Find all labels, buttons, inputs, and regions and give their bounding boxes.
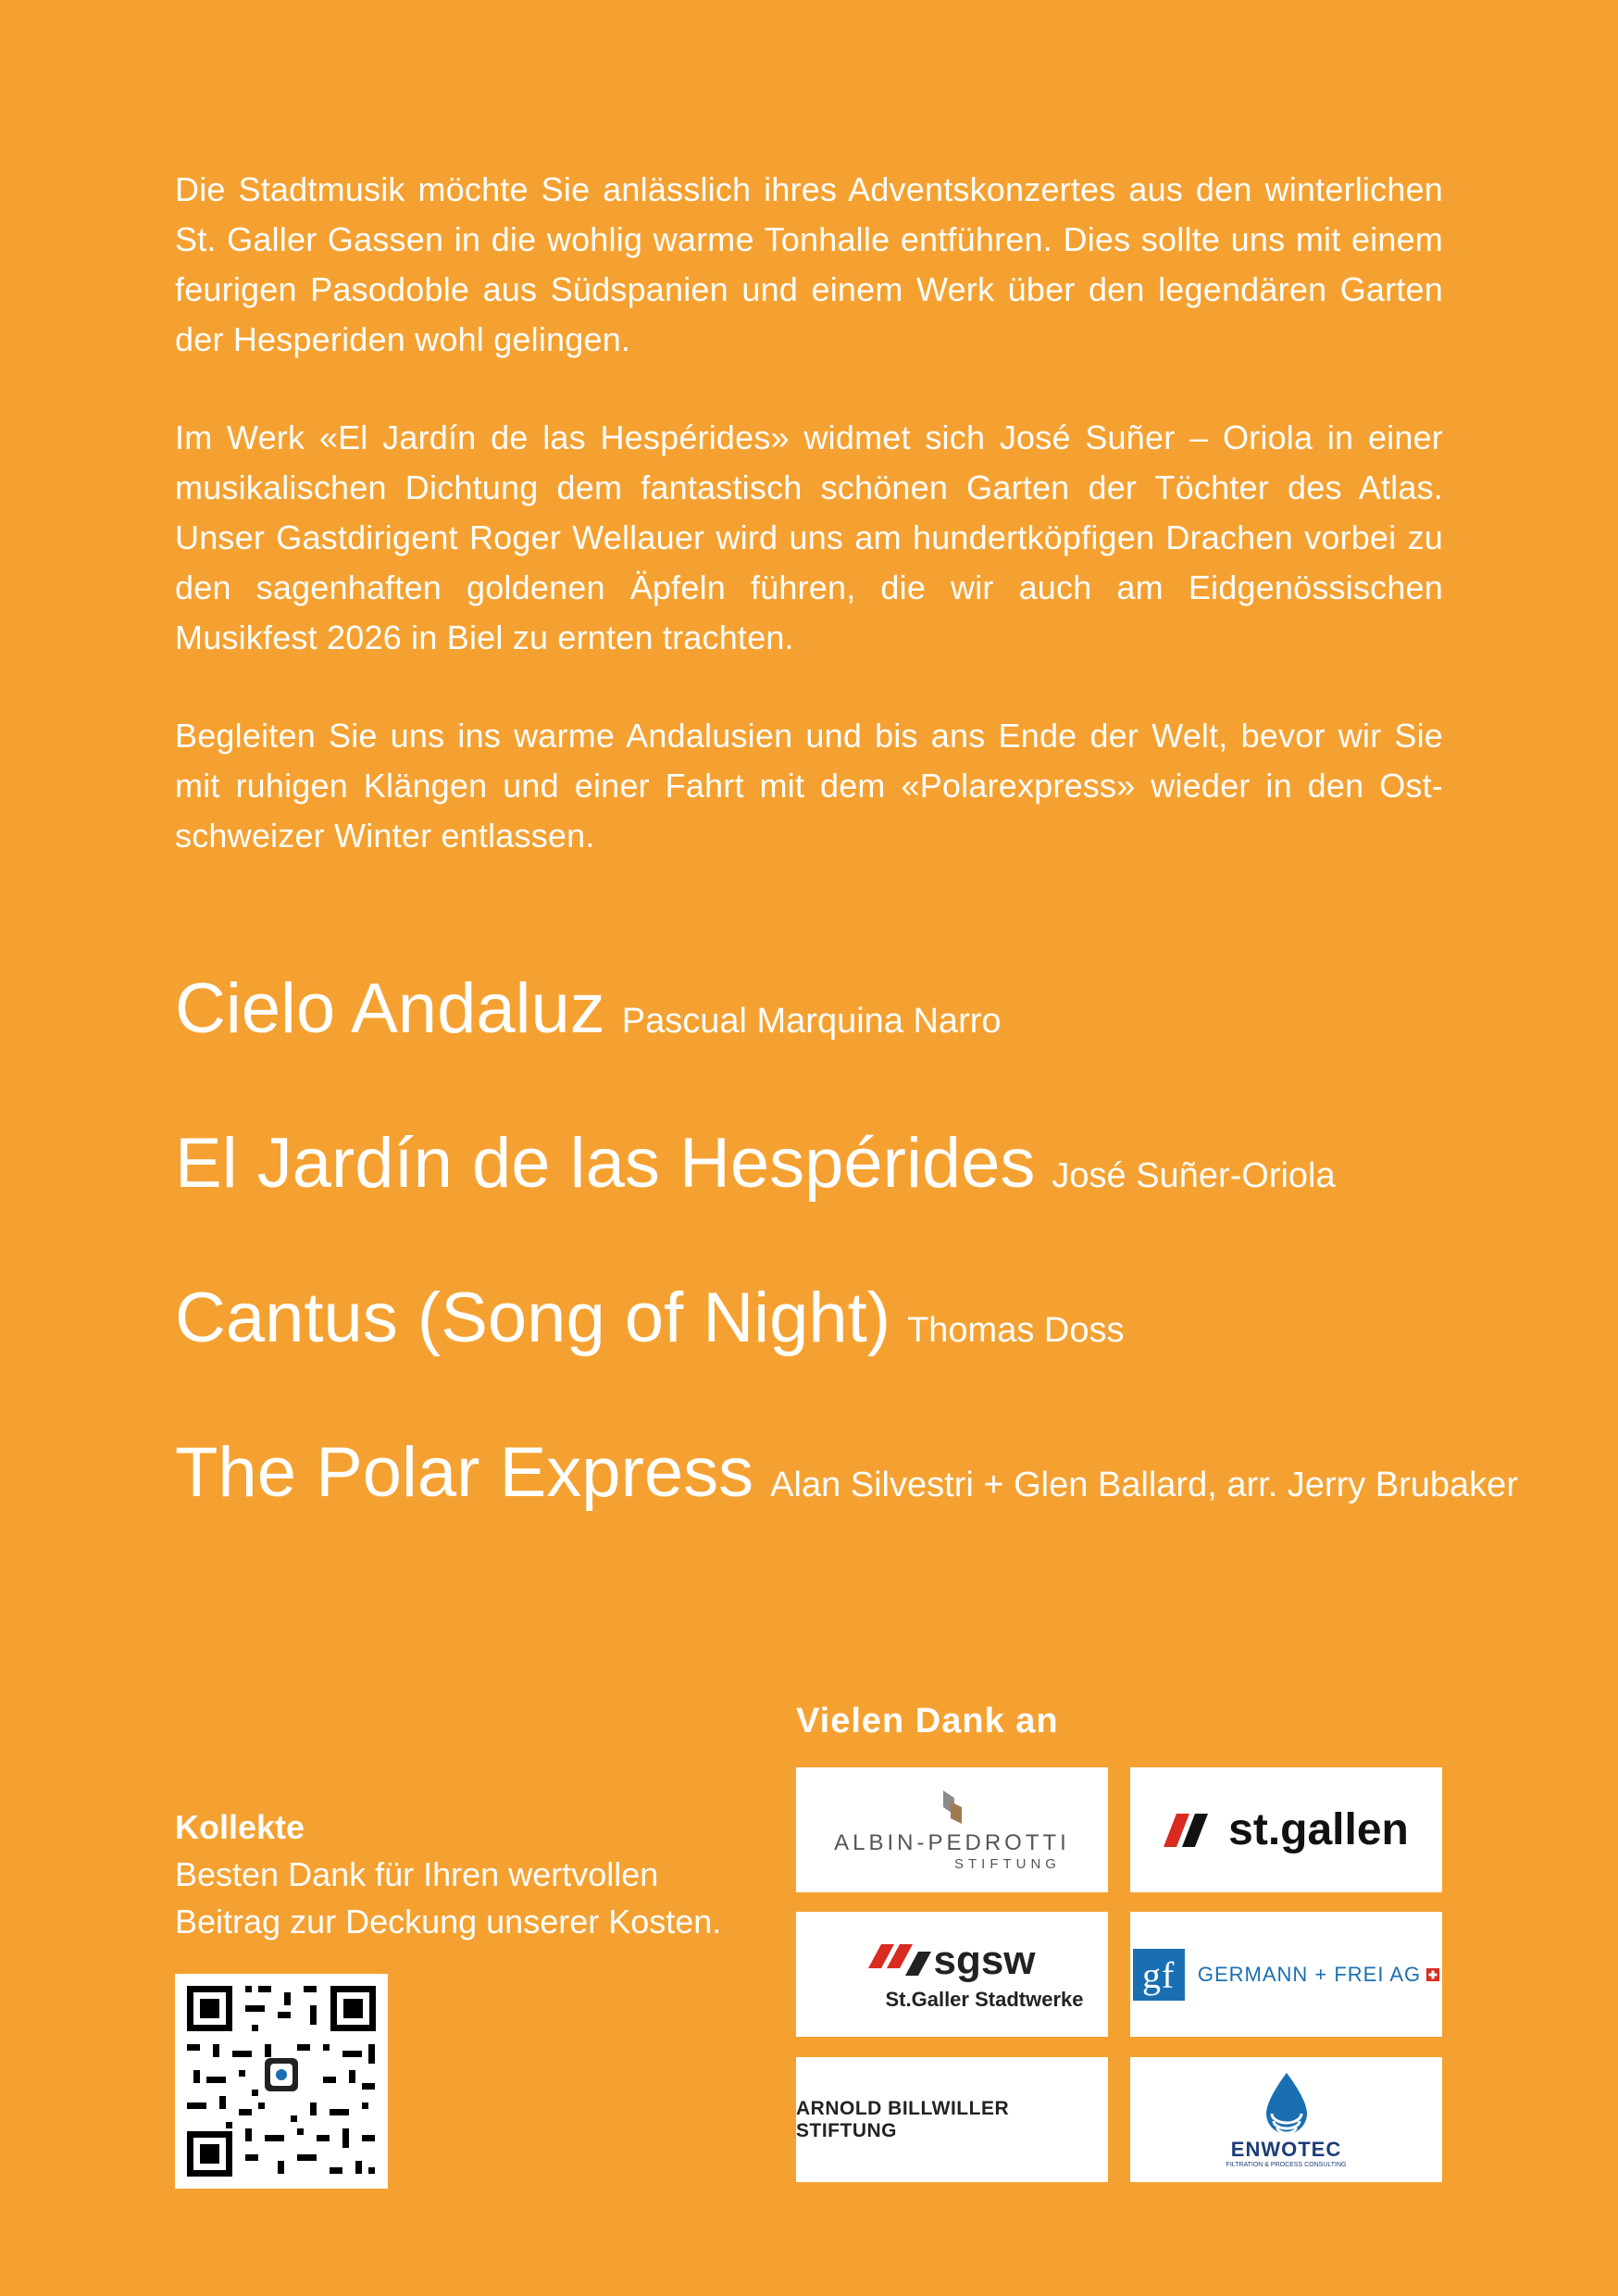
- sponsor-germann-frei-logo: [1130, 1912, 1442, 2037]
- enwotec-drop-icon: [1261, 2071, 1313, 2138]
- program-item: [175, 1427, 1518, 1581]
- albin-pedrotti-sub: STIFTUNG: [953, 1855, 1061, 1872]
- sponsor-st-gallen-logo: [1130, 1767, 1442, 1892]
- sponsor-sgsw-logo: [796, 1912, 1108, 2037]
- program-item: [175, 1117, 1471, 1272]
- piece-title: El Jardín de las Hespérides: [175, 1124, 1036, 1203]
- kollekte-title: Kollekte: [175, 1808, 305, 1846]
- sponsor-enwotec-logo: [1130, 2057, 1442, 2182]
- kollekte-section: [175, 1803, 721, 1945]
- svg-text:gf: gf: [1141, 1953, 1176, 1996]
- st-gallen-stripes-icon: [1164, 1812, 1228, 1849]
- piece-title: Cielo Andaluz: [175, 969, 605, 1048]
- kollekte-text-line-2: Beitrag zur Deckung unserer Kosten.: [175, 1903, 722, 1940]
- piece-title: Cantus (Song of Night): [175, 1279, 891, 1357]
- enwotec-name: ENWOTEC: [1230, 2138, 1342, 2161]
- piece-title: The Polar Express: [175, 1433, 754, 1512]
- st-gallen-name: st.gallen: [1228, 1805, 1409, 1854]
- sgsw-stripes-icon: [868, 1942, 933, 1979]
- thanks-heading: Vielen Dank an: [796, 1702, 1059, 1741]
- intro-paragraph-2: Im Werk «El Jardín de las Hespérides» widmet sich José Suñer – Oriola in einer musikalischen Dichtung dem fantastisch schönen Garten der Töchter des Atlas. Unser Gastdirigent Roger Wellauer wird uns am hundertköpfigen Drachen vorbei zu den sagenhaften goldenen Äpfeln führen, die wir auch am Eidgenössischen Musikfest 2026 in Biel zu ernten trachten.: [175, 418, 1443, 656]
- piece-composer: Pascual Marquina Narro: [621, 1002, 1002, 1041]
- intro-paragraph-3: Begleiten Sie uns ins warme Andalusien und bis ans Ende der Welt, bevor wir Sie mit ruhigen Klängen und einer Fahrt mit dem «Polarexpress» wieder in den Ost-schweizer Winter entlassen.: [175, 717, 1443, 855]
- program-item: [175, 963, 1471, 1117]
- qr-code[interactable]: [175, 1974, 388, 2189]
- sgsw-sub: St.Galler Stadtwerke: [885, 1987, 1084, 2011]
- sgsw-name: sgsw: [933, 1937, 1036, 1983]
- sponsor-albin-pedrotti-logo: [796, 1767, 1108, 1892]
- albin-pedrotti-icon: [938, 1789, 965, 1826]
- albin-pedrotti-name: ALBIN-PEDROTTI: [834, 1829, 1070, 1855]
- germann-frei-icon: [1133, 1949, 1185, 2001]
- piece-composer: José Suñer-Oriola: [1052, 1156, 1336, 1195]
- swiss-flag-icon: [1426, 1968, 1439, 1981]
- kollekte-text-line-1: Besten Dank für Ihren wertvollen: [175, 1855, 659, 1893]
- piece-composer: Thomas Doss: [907, 1311, 1125, 1350]
- intro-text: [175, 165, 1443, 909]
- arnold-billwiller-name: ARNOLD BILLWILLER STIFTUNG: [796, 2097, 1010, 2141]
- piece-composer: Alan Silvestri + Glen Ballard, arr. Jerry Brubaker: [770, 1466, 1518, 1504]
- enwotec-tagline: FILTRATION & PROCESS CONSULTING: [1226, 2162, 1347, 2168]
- sponsor-arnold-billwiller-logo: [796, 2057, 1108, 2182]
- program-item: [175, 1272, 1471, 1427]
- intro-paragraph-1: Die Stadtmusik möchte Sie anlässlich ihres Adventskonzertes aus den winterlichen St. Galler Gassen in die wohlig warme Tonhalle entführen. Dies sollte uns mit einem feurigen Pasodoble aus Südspanien und einem Werk über den legendären Garten der Hesperiden wohl gelingen.: [175, 170, 1443, 358]
- germann-frei-name: GERMANN + FREI AG: [1197, 1962, 1422, 1986]
- program-list: [175, 963, 1518, 1581]
